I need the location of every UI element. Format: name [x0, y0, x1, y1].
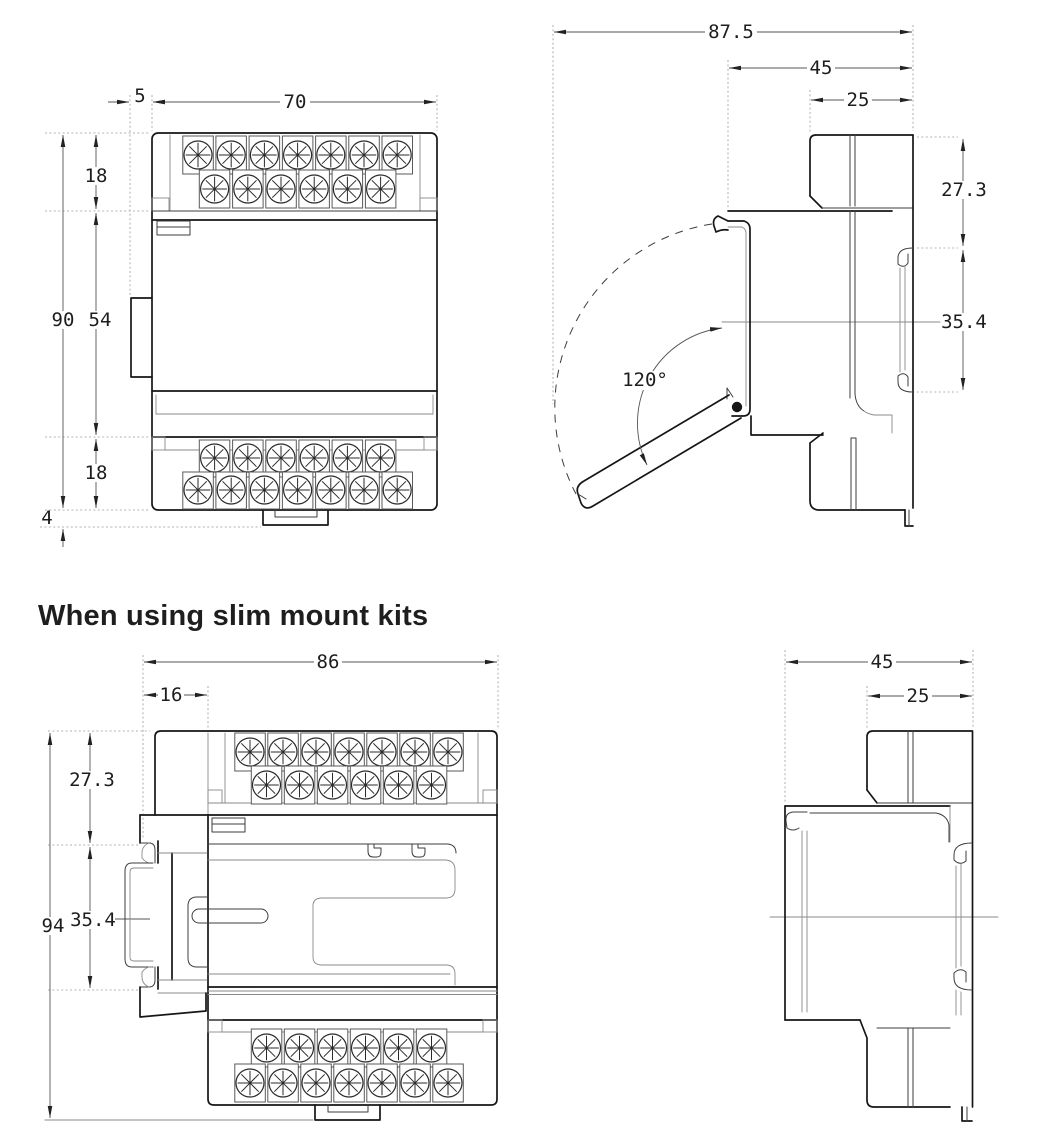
- dim-label-25: 25: [846, 89, 870, 111]
- dim-label-35-4-slim: 35.4: [70, 909, 116, 931]
- dim-label-18-bottom: 18: [84, 462, 108, 484]
- slim-mount-side-view: [770, 650, 998, 1121]
- dim-label-35-4: 35.4: [941, 311, 987, 333]
- dim-label-45-slim: 45: [870, 651, 894, 673]
- section-heading: When using slim mount kits: [38, 600, 429, 632]
- side-view: [553, 25, 963, 526]
- dim-label-86: 86: [316, 651, 340, 673]
- dim-label-87-5: 87.5: [708, 21, 754, 43]
- dim-label-90: 90: [51, 309, 75, 331]
- dim-label-5: 5: [134, 85, 146, 107]
- dim-label-54: 54: [88, 309, 112, 331]
- dim-label-27-3: 27.3: [941, 179, 987, 201]
- dim-label-120deg: 120°: [622, 369, 668, 391]
- dim-label-25-slim: 25: [906, 685, 930, 707]
- dimension-labels: [40, 21, 987, 937]
- dim-label-45: 45: [809, 57, 833, 79]
- dim-label-94: 94: [41, 915, 65, 937]
- dim-label-16: 16: [159, 684, 183, 706]
- dim-label-4: 4: [41, 507, 53, 529]
- dim-label-27-3-slim: 27.3: [69, 769, 115, 791]
- dim-label-18-top: 18: [84, 165, 108, 187]
- dim-label-70: 70: [283, 91, 307, 113]
